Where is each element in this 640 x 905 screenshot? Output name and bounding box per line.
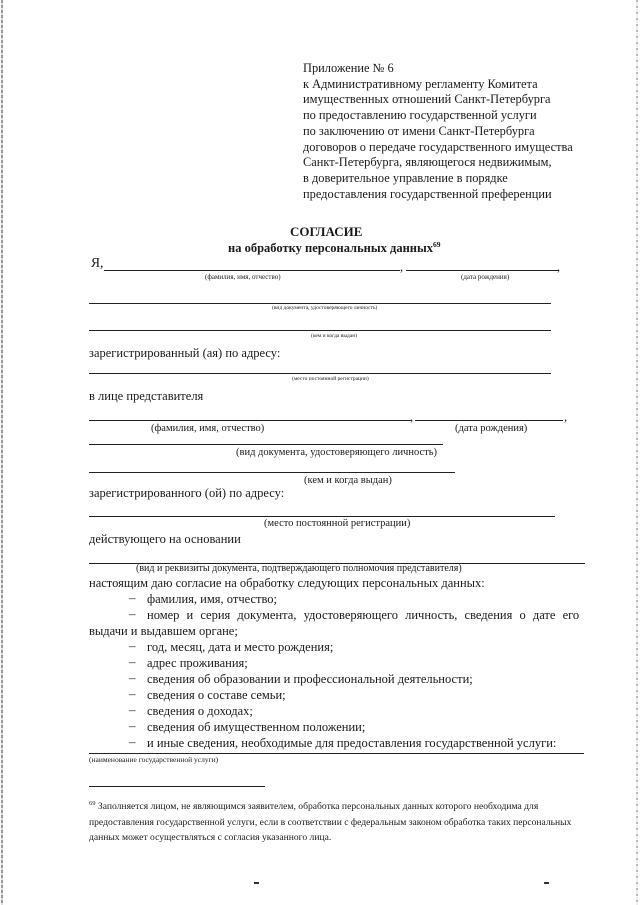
appendix-line: по предоставлению государственной услуги [303,108,537,123]
document-title: СОГЛАСИЕ [290,224,363,239]
appendix-line: имущественных отношений Санкт-Петербурга [303,92,551,107]
list-item: адрес проживания; [147,656,248,670]
list-item: сведения о доходах; [147,704,253,718]
scan-mark [254,882,259,884]
list-item: и иные сведения, необходимые для предоставления государственной услуги: [147,736,557,750]
list-bullet: – [129,590,136,605]
rep-birthdate-comma: , [564,410,568,424]
registered-label: зарегистрированный (ая) по адресу: [89,346,281,360]
birthdate-comma: , [557,260,561,274]
rep-birthdate-field-line[interactable] [415,420,563,421]
fio-caption: (фамилия, имя, отчество) [205,273,281,281]
rep-issued-by-caption: (кем и когда выдан) [304,475,392,486]
scan-mark [544,882,549,884]
issued-by-caption: (кем и когда выдан) [311,333,358,339]
consent-statement: настоящим даю согласие на обработку следующих персональных данных: [89,576,485,590]
list-bullet: – [129,686,136,701]
list-item: сведения о составе семьи; [147,688,286,702]
address-field-line[interactable] [89,373,551,374]
rep-id-document-field-line[interactable] [89,444,443,445]
appendix-line: предоставления государственной преференции [303,186,552,201]
fio-comma: , [400,260,404,274]
issued-by-field-line[interactable] [89,330,551,331]
subtitle-text: на обработку персональных данных [228,241,433,256]
birthdate-caption: (дата рождения) [461,273,510,281]
rep-address-caption: (место постоянной регистрации) [264,518,411,529]
rep-registered-label: зарегистрированного (ой) по адресу: [89,486,285,500]
footnote-ref: 69 [433,240,441,249]
left-scan-edge [1,0,3,905]
rep-fio-field-line[interactable] [89,420,411,421]
appendix-line: в доверительное управление в порядке [303,170,508,185]
list-bullet: – [129,638,136,653]
list-bullet: – [129,734,136,749]
appendix-header [303,61,573,202]
footnote-text: Заполняется лицом, не являющимся заявителем, обработка персональных данных которого необходима для предоставления государственной услуги, если в соответствии с федеральным законом обработка таких персональных данных может осуществляться с согласия указанного лица. [89,801,572,844]
list-bullet: – [129,718,136,733]
list-bullet: – [129,606,136,621]
footnote-number: 69 [89,800,96,807]
rep-fio-comma: , [410,410,414,424]
id-document-caption: (вид документа, удостоверяющего личность) [272,305,378,311]
address-caption: (место постоянной регистрации) [292,376,369,382]
fio-field-line[interactable] [104,270,400,271]
appendix-line: Санкт-Петербурга, являющегося недвижимым, [303,155,552,170]
document-subtitle [228,240,441,256]
birthdate-field-line[interactable] [406,270,558,271]
rep-fio-caption: (фамилия, имя, отчество) [151,423,265,434]
service-name-field-line[interactable] [89,753,584,754]
ya-label: Я, [91,255,104,270]
appendix-line: договоров о передаче государственного имущества [303,139,573,154]
list-item-continuation: выдачи и выдавшем органе; [89,624,238,638]
right-scan-edge [636,0,638,905]
list-item: фамилия, имя, отчество; [147,592,278,606]
list-bullet: – [129,654,136,669]
id-document-field-line[interactable] [89,303,551,304]
list-item: сведения об образовании и профессиональной деятельности; [147,672,473,686]
rep-address-field-line[interactable] [89,516,555,517]
service-name-caption: (наименование государственной услуги) [89,755,219,764]
list-item: сведения об имущественном положении; [147,720,366,734]
appendix-line: к Административному регламенту Комитета [303,76,538,91]
appendix-line: по заключению от имени Санкт-Петербурга [303,123,535,138]
list-bullet: – [129,702,136,717]
rep-birthdate-caption: (дата рождения) [455,423,528,434]
acting-basis-label: действующего на основании [89,532,241,546]
footnote-separator [89,786,265,787]
rep-id-document-caption: (вид документа, удостоверяющего личность) [236,447,438,458]
list-item: год, месяц, дата и место рождения; [147,640,334,654]
representative-label: в лице представителя [89,389,204,403]
footnote [89,796,593,846]
appendix-line: Приложение № 6 [303,61,394,75]
authority-document-caption: (вид и реквизиты документа, подтверждающего полномочия представителя) [136,563,462,574]
list-item: номер и серия документа, удостоверяющего личность, сведения о дате его [147,608,580,622]
rep-issued-by-field-line[interactable] [89,472,455,473]
list-bullet: – [129,670,136,685]
